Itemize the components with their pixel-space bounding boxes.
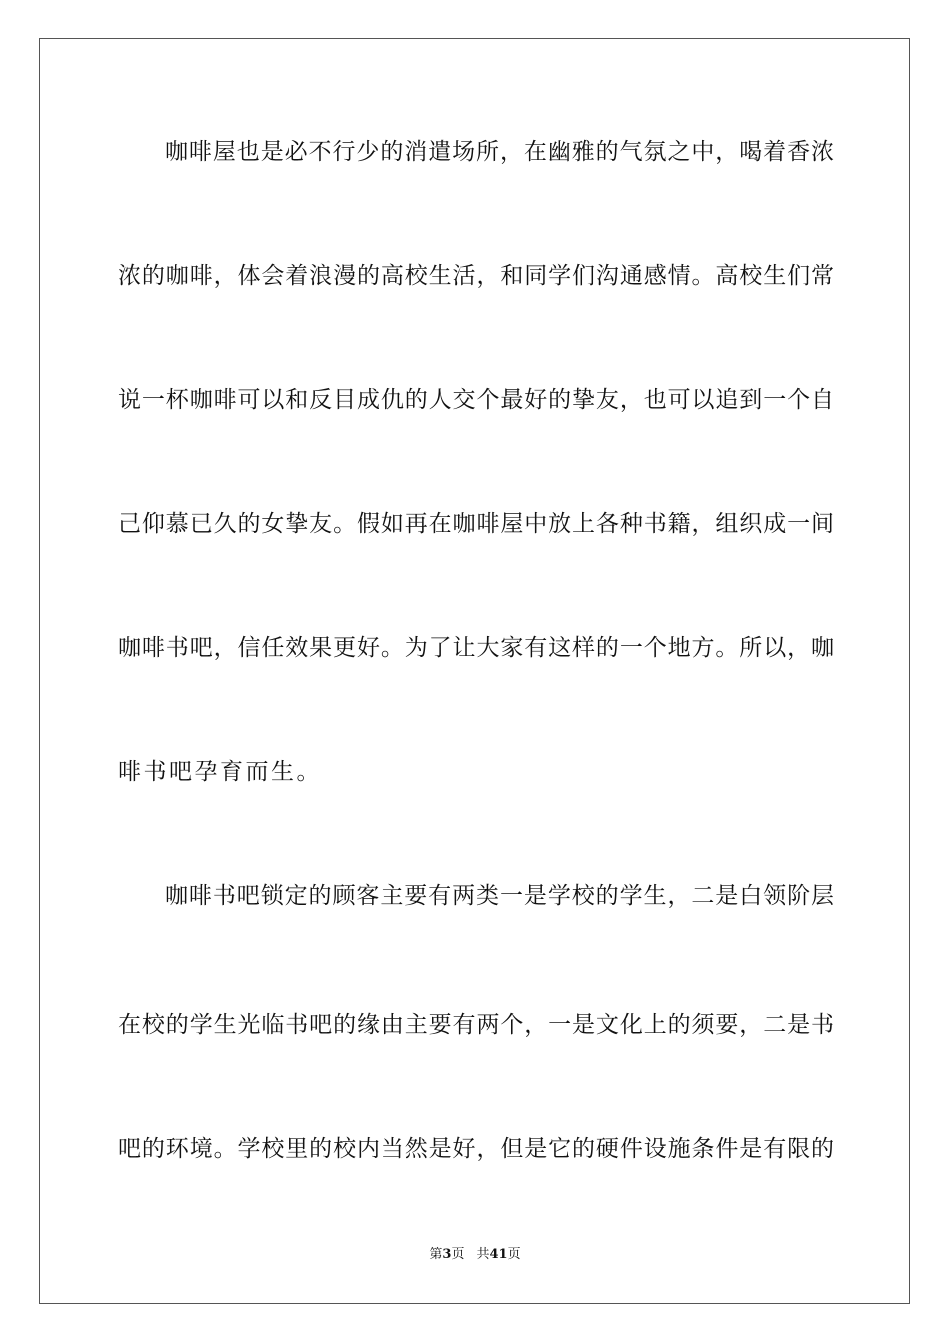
paragraph-1-line-5: 咖啡书吧，信任效果更好。为了让大家有这样的一个地方。所以，咖 (118, 635, 834, 661)
page-number: 3 (442, 1247, 452, 1262)
page-prefix: 第 (429, 1247, 443, 1262)
total-prefix: 共 (476, 1247, 490, 1262)
paragraph-1-line-2: 浓的咖啡，体会着浪漫的高校生活，和同学们沟通感情。高校生们常 (118, 263, 834, 289)
paragraph-2-line-1: 咖啡书吧锁定的顾客主要有两类一是学校的学生，二是白领阶层 (165, 883, 834, 909)
paragraph-2-line-3: 吧的环境。学校里的校内当然是好，但是它的硬件设施条件是有限的 (118, 1136, 834, 1162)
paragraph-1-line-1: 咖啡屋也是必不行少的消遣场所，在幽雅的气氛之中，喝着香浓 (165, 139, 834, 165)
page-footer (0, 1246, 950, 1264)
page-suffix: 页 (451, 1247, 465, 1262)
page-border (39, 38, 910, 1304)
total-suffix: 页 (507, 1247, 521, 1262)
paragraph-2-line-2: 在校的学生光临书吧的缘由主要有两个，一是文化上的须要，二是书 (118, 1012, 834, 1038)
paragraph-1-line-4: 己仰慕已久的女挚友。假如再在咖啡屋中放上各种书籍，组织成一间 (118, 511, 834, 537)
paragraph-1-line-6: 啡书吧孕育而生。 (118, 759, 322, 785)
total-pages: 41 (489, 1247, 508, 1262)
paragraph-1-line-3: 说一杯咖啡可以和反目成仇的人交个最好的挚友，也可以追到一个自 (118, 387, 834, 413)
